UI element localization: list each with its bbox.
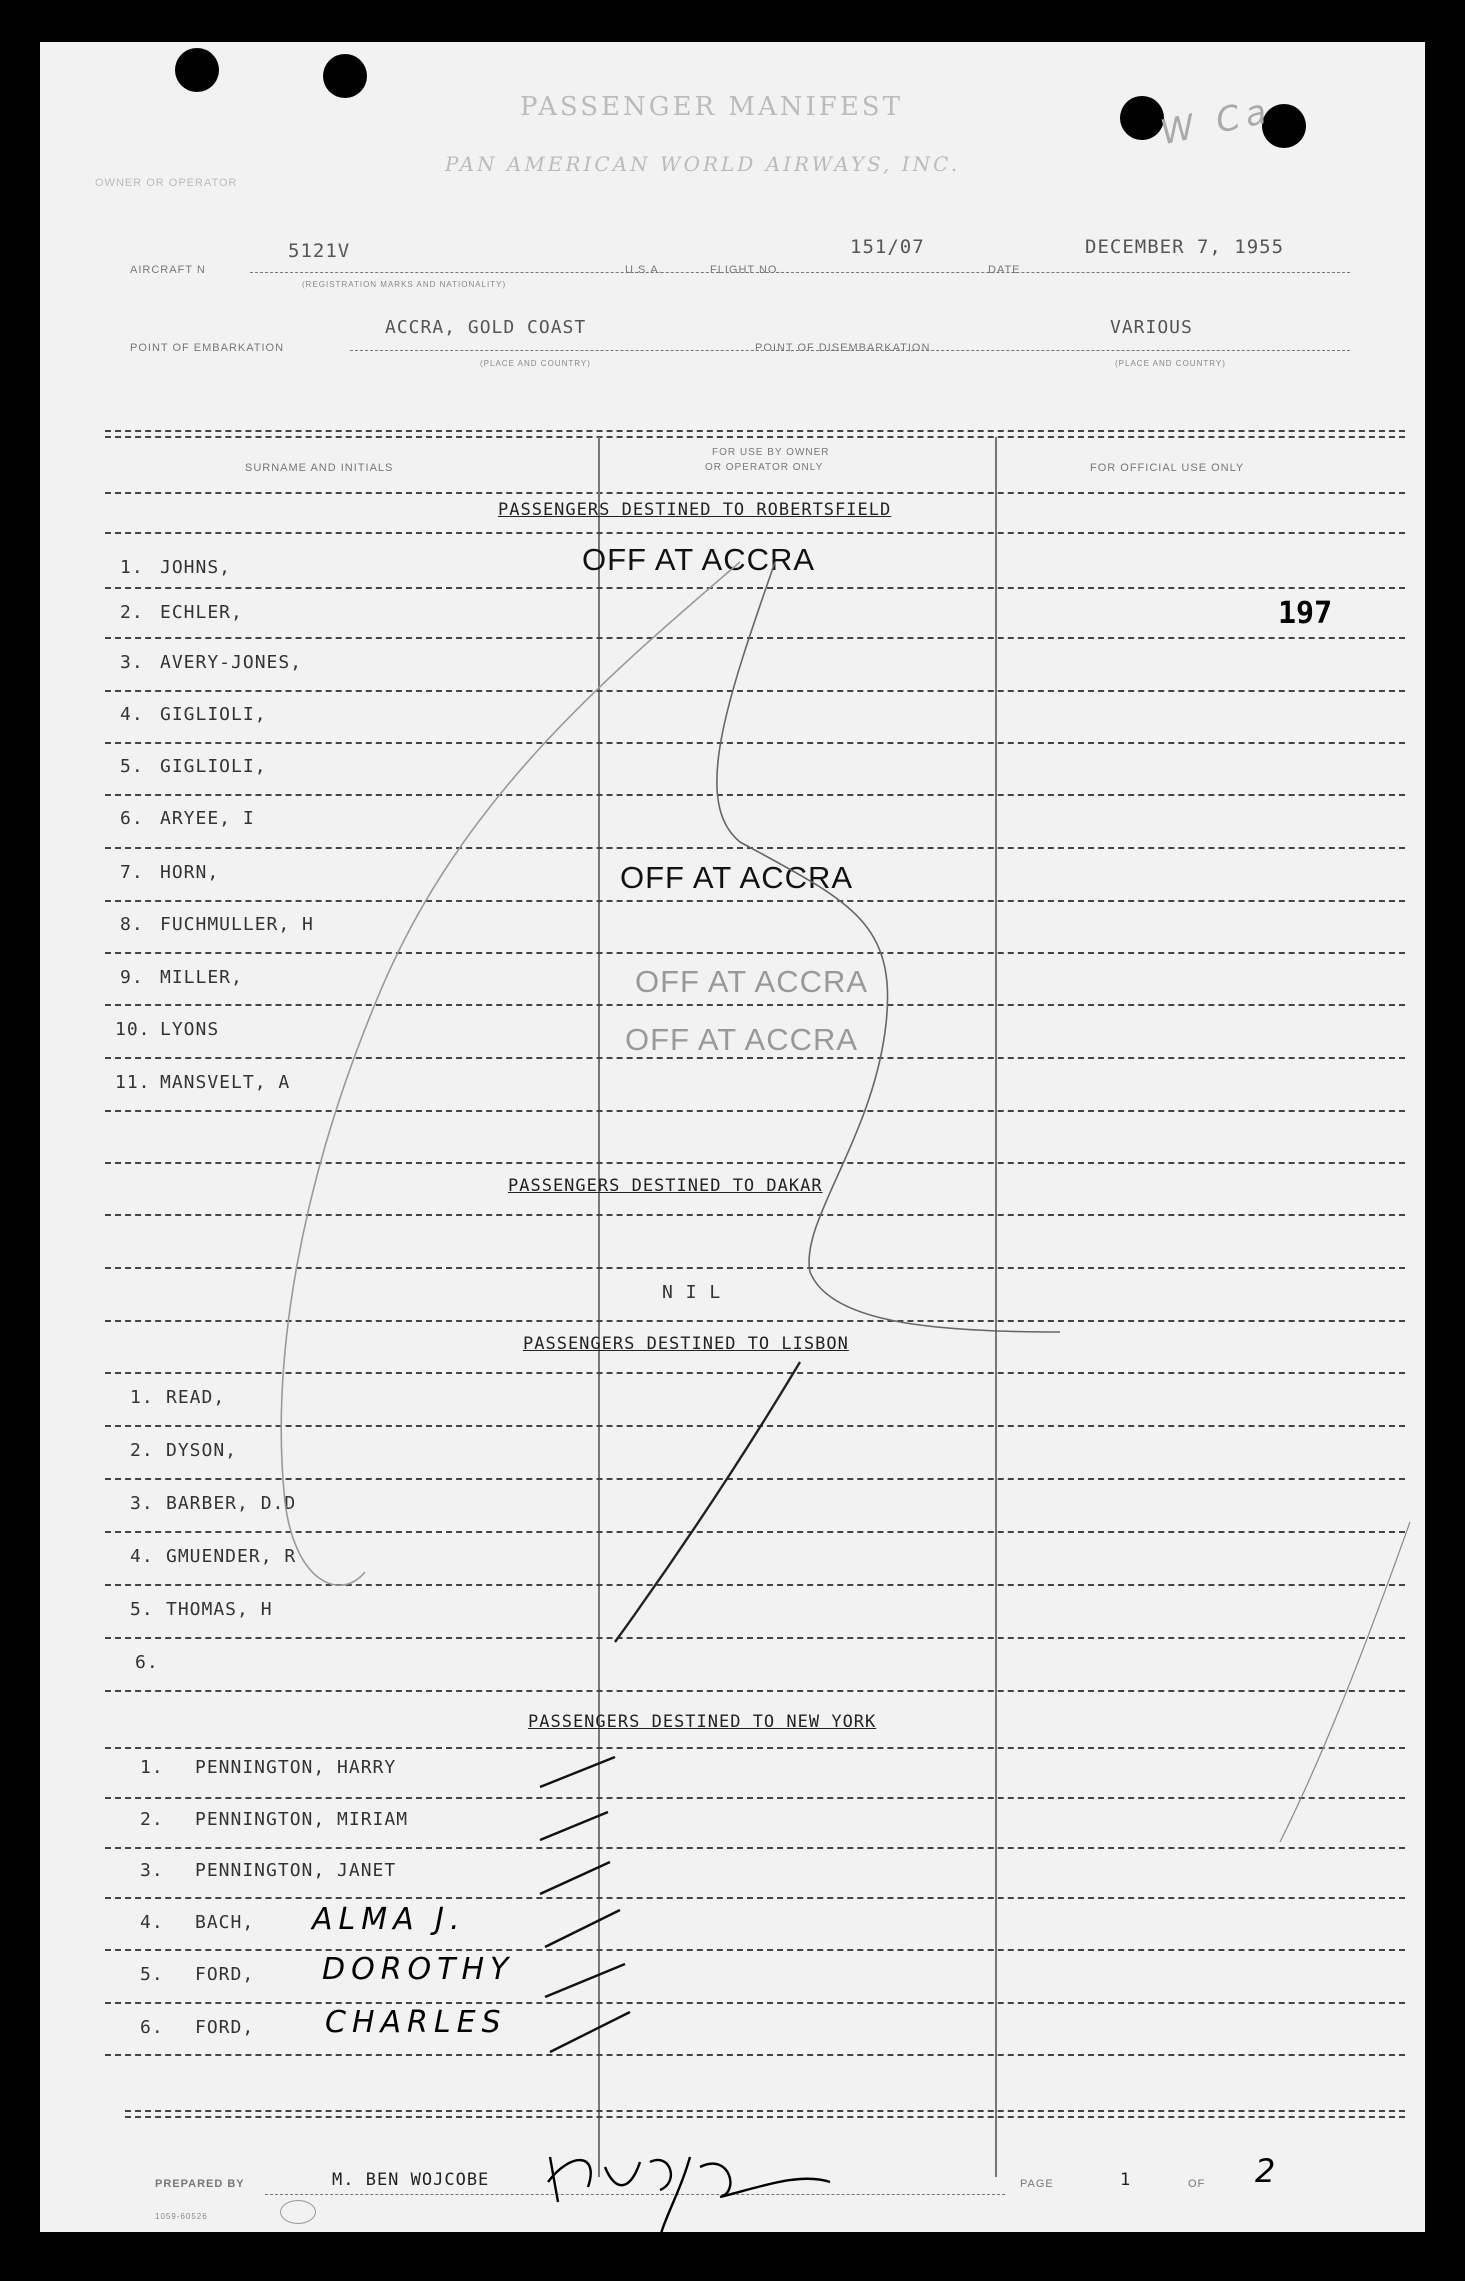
pencil-stroke [615,1362,800,1642]
place-caption: (PLACE AND COUNTRY) [1115,359,1226,368]
aircraft-value: 5121V [288,240,351,262]
usa-label: U.S.A. [625,264,663,276]
handwritten-name: ALMA J. [312,1902,466,1937]
owner-label: OWNER OR OPERATOR [95,177,238,189]
page-value: 1 [1120,2170,1132,2190]
date-value: DECEMBER 7, 1955 [1085,236,1285,258]
section-heading-robertsfield: PASSENGERS DESTINED TO ROBERTSFIELD [498,500,892,520]
place-caption: (PLACE AND COUNTRY) [480,359,591,368]
passenger-row: 6. [135,1652,159,1673]
prepared-value: M. BEN WOJCOBE [332,2170,490,2190]
passenger-row: 9. MILLER, [120,967,243,988]
nil-entry: N I L [662,1282,722,1303]
off-at-accra-stamp: OFF AT ACCRA [582,542,816,577]
handwritten-name: CHARLES [325,2005,507,2040]
date-label: DATE [988,264,1021,276]
passenger-row: 5. FORD, [140,1964,255,1985]
passenger-row: 6. ARYEE, I [120,808,255,829]
registration-caption: (REGISTRATION MARKS AND NATIONALITY) [302,280,507,289]
passenger-row: 3. PENNINGTON, JANET [140,1860,397,1881]
owner-column-header: OR OPERATOR ONLY [705,462,824,473]
embark-label: POINT OF EMBARKATION [130,342,285,354]
check-stroke [540,1757,615,1787]
off-at-accra-stamp: OFF AT ACCRA [635,964,869,999]
check-stroke [540,1862,610,1894]
section-heading-new-york: PASSENGERS DESTINED TO NEW YORK [528,1712,877,1732]
manifest-page [40,42,1425,2232]
pencil-curve [717,562,1060,1332]
pencil-stroke [1280,1522,1410,1842]
passenger-row: 3. AVERY-JONES, [120,652,303,673]
official-column-header: FOR OFFICIAL USE ONLY [1090,462,1245,474]
pencil-markings [40,42,1425,2232]
pencil-curve [281,562,740,1585]
section-heading-lisbon: PASSENGERS DESTINED TO LISBON [523,1334,849,1354]
owner-column-header: FOR USE BY OWNER [712,447,830,458]
surname-column-header: SURNAME AND INITIALS [245,462,394,474]
prepared-label: PREPARED BY [155,2178,245,2190]
passenger-row: 4. BACH, [140,1912,255,1933]
section-heading-dakar: PASSENGERS DESTINED TO DAKAR [508,1176,823,1196]
passenger-row: 1. JOHNS, [120,557,232,578]
airline-name: PAN AMERICAN WORLD AIRWAYS, INC. [445,152,961,176]
off-at-accra-stamp: OFF AT ACCRA [620,860,854,895]
form-number: 1059-60526 [155,2212,208,2221]
passenger-row: 2. DYSON, [130,1440,238,1461]
check-stroke [540,1812,608,1840]
manifest-title: PASSENGER MANIFEST [520,92,903,122]
embark-value: ACCRA, GOLD COAST [385,317,587,338]
check-stroke [545,1964,625,1997]
handwritten-name: DOROTHY [322,1952,515,1987]
passenger-row: 5. THOMAS, H [130,1599,273,1620]
page-label: PAGE [1020,2178,1054,2190]
passenger-row: 1. PENNINGTON, HARRY [140,1757,397,1778]
page-stamp-number: 197 [1278,596,1333,631]
check-stroke [550,2012,630,2052]
aircraft-label: AIRCRAFT N [130,264,206,276]
disembark-value: VARIOUS [1110,317,1193,338]
passenger-row: 2. PENNINGTON, MIRIAM [140,1809,409,1830]
passenger-row: 4. GMUENDER, R [130,1546,297,1567]
passenger-row: 11. MANSVELT, A [115,1072,291,1093]
passenger-row: 10. LYONS [115,1019,220,1040]
check-stroke [545,1910,620,1947]
passenger-row: 7. HORN, [120,862,220,883]
passenger-row: 2. ECHLER, [120,602,243,623]
flight-label: FLIGHT NO. [710,264,782,276]
passenger-row: 6. FORD, [140,2017,255,2038]
passenger-row: 8. FUCHMULLER, H [120,914,314,935]
signature [548,2157,830,2232]
off-at-accra-stamp: OFF AT ACCRA [625,1022,859,1057]
margin-note: W Ca [1157,90,1276,154]
of-label: OF [1188,2178,1206,2190]
passenger-row: 4. GIGLIOLI, [120,704,267,725]
passenger-row: 5. GIGLIOLI, [120,756,267,777]
of-value: 2 [1255,2152,1282,2190]
passenger-row: 3. BARBER, D.D [130,1493,297,1514]
flight-value: 151/07 [850,236,925,258]
disembark-label: POINT OF DISEMBARKATION [755,342,931,354]
passenger-row: 1. READ, [130,1387,226,1408]
